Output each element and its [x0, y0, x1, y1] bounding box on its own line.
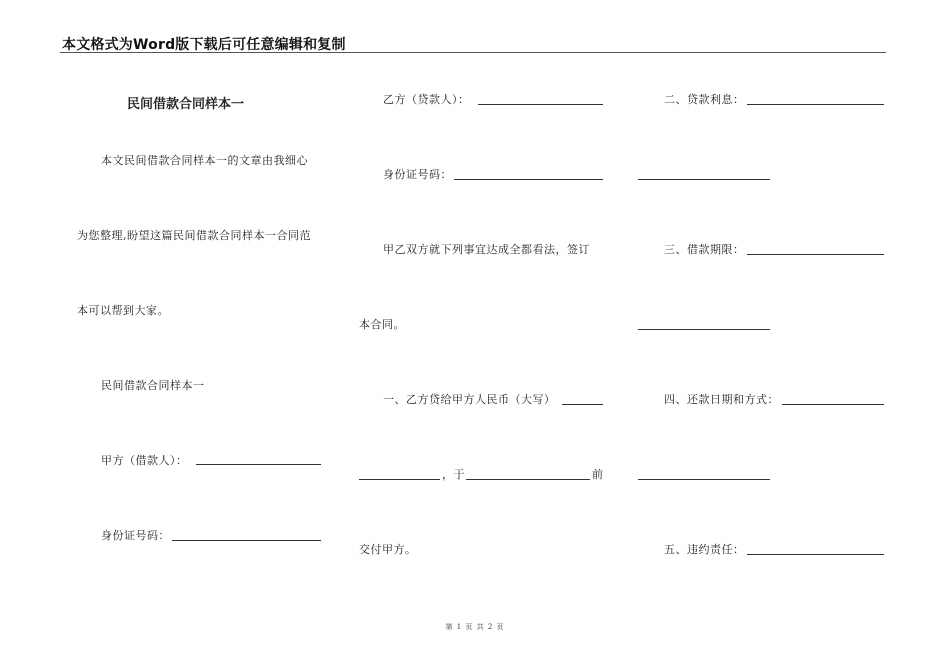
repayment-blank: [782, 404, 884, 405]
agreement-line2: 本合同。: [359, 318, 405, 331]
party-b-id-label: 身份证号码：: [383, 168, 452, 181]
clause1-date-connector: ，于: [442, 468, 465, 481]
contract-subtitle: 民间借款合同样本一: [101, 379, 205, 392]
term-blank-line2: [638, 329, 770, 330]
loan-amount-cont-blank: [359, 479, 440, 480]
party-a-id-label: 身份证号码：: [101, 529, 170, 542]
document-header-title: 本文格式为Word版下载后可任意编辑和复制: [62, 37, 346, 53]
intro-text-line3: 本可以帮到大家。: [77, 304, 169, 317]
contract-title: 民间借款合同样本一: [127, 97, 245, 112]
loan-amount-blank: [562, 404, 603, 405]
repayment-blank-line2: [638, 479, 770, 480]
party-a-id-blank: [172, 540, 321, 541]
clause4-repayment-label: 四、还款日期和方式：: [664, 393, 779, 406]
page-number: 第 1 页 共 2 页: [445, 623, 505, 631]
intro-text-line2: 为您整理,盼望这篇民间借款合同样本一合同范: [77, 229, 311, 242]
party-a-label: 甲方（借款人）：: [101, 454, 188, 467]
clause1-line1: 一、乙方贷给甲方人民币（大写）: [383, 393, 556, 406]
party-b-id-blank: [454, 179, 603, 180]
intro-text-line1: 本文民间借款合同样本一的文章由我细心: [101, 154, 308, 167]
interest-blank-line2: [638, 179, 770, 180]
term-blank: [747, 254, 884, 255]
party-b-label: 乙方（贷款人）：: [383, 93, 470, 106]
clause1-line3: 交付甲方。: [359, 543, 417, 556]
clause1-before-label: 前: [592, 468, 604, 481]
delivery-date-blank: [466, 479, 590, 480]
clause2-interest-label: 二、贷款利息：: [664, 93, 745, 106]
liability-blank: [747, 554, 884, 555]
party-b-blank: [478, 104, 603, 105]
clause5-liability-label: 五、违约责任：: [664, 543, 745, 556]
party-a-blank: [196, 464, 321, 465]
interest-blank: [747, 104, 884, 105]
header-divider: [60, 52, 886, 53]
clause3-term-label: 三、借款期限：: [664, 243, 745, 256]
agreement-line1: 甲乙双方就下列事宜达成全都看法，签订: [383, 243, 590, 256]
